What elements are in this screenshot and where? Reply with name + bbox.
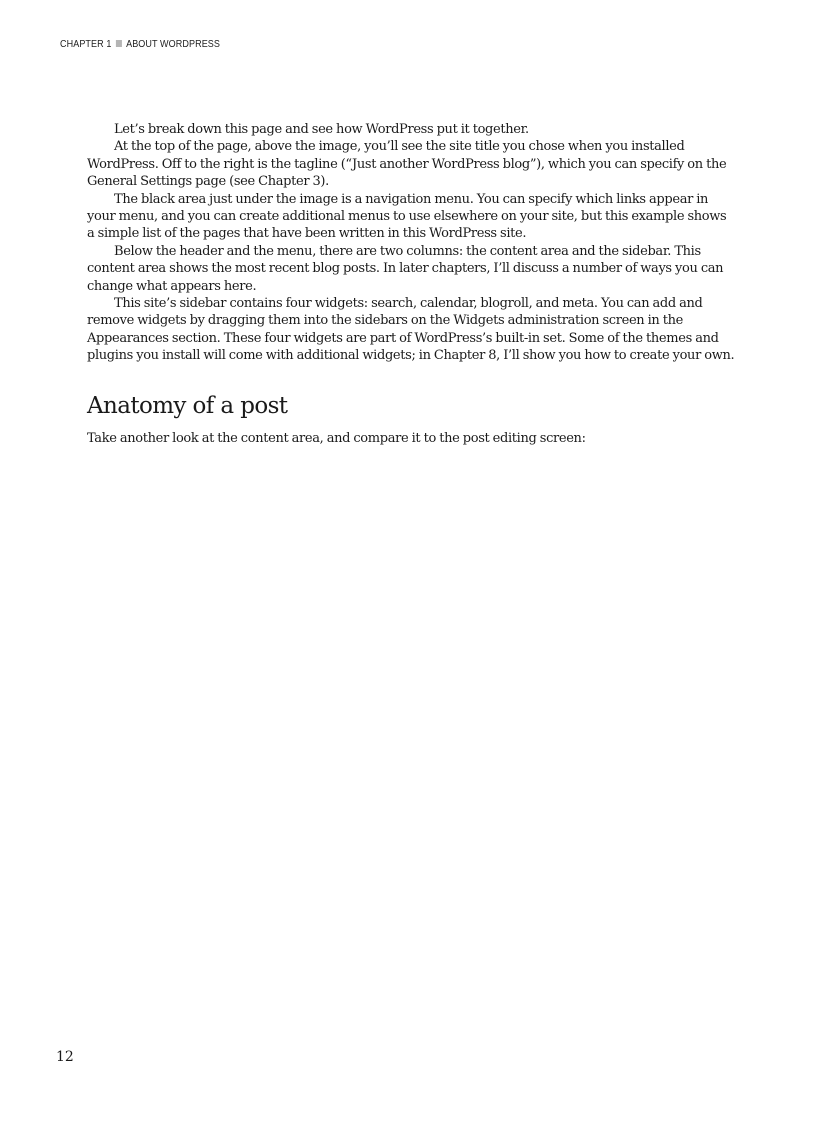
- page-number: 12: [56, 1049, 74, 1065]
- square-bullet-icon: [116, 40, 122, 47]
- chapter-title: ABOUT WORDPRESS: [126, 38, 221, 50]
- paragraph: This site’s sidebar contains four widgets: search, calendar, blogroll, and meta. You can add and remove widgets by dragging them into the sidebars on the Widgets administration screen in the Appearances section. These four widgets are part of WordPress’s built-in set. Some of the themes and plugins you install will come with additional widgets; in Chapter 8, I’ll show you how to create your own.: [87, 296, 735, 364]
- running-head: [60, 38, 220, 50]
- chapter-label: CHAPTER 1: [60, 38, 112, 50]
- paragraph: Below the header and the menu, there are two columns: the content area and the sidebar. This content area shows the most recent blog posts. In later chapters, I’ll discuss a number of ways you can change what appears here.: [87, 243, 724, 294]
- section-lead-paragraph: Take another look at the content area, and compare it to the post editing screen:: [87, 431, 586, 446]
- section-heading: Anatomy of a post: [87, 393, 288, 419]
- paragraph: Let’s break down this page and see how WordPress put it together.: [114, 122, 529, 137]
- paragraph: The black area just under the image is a navigation menu. You can specify which links appear in your menu, and you can create additional menus to use elsewhere on your site, but this example shows a simple list of the pages that have been written in this WordPress site.: [87, 191, 727, 242]
- body-text: [87, 121, 735, 365]
- paragraph: At the top of the page, above the image, you’ll see the site title you chose when you installed WordPress. Off to the right is the tagline (“Just another WordPress blog”), which you can specify on the General Settings page (see Chapter 3).: [87, 139, 727, 190]
